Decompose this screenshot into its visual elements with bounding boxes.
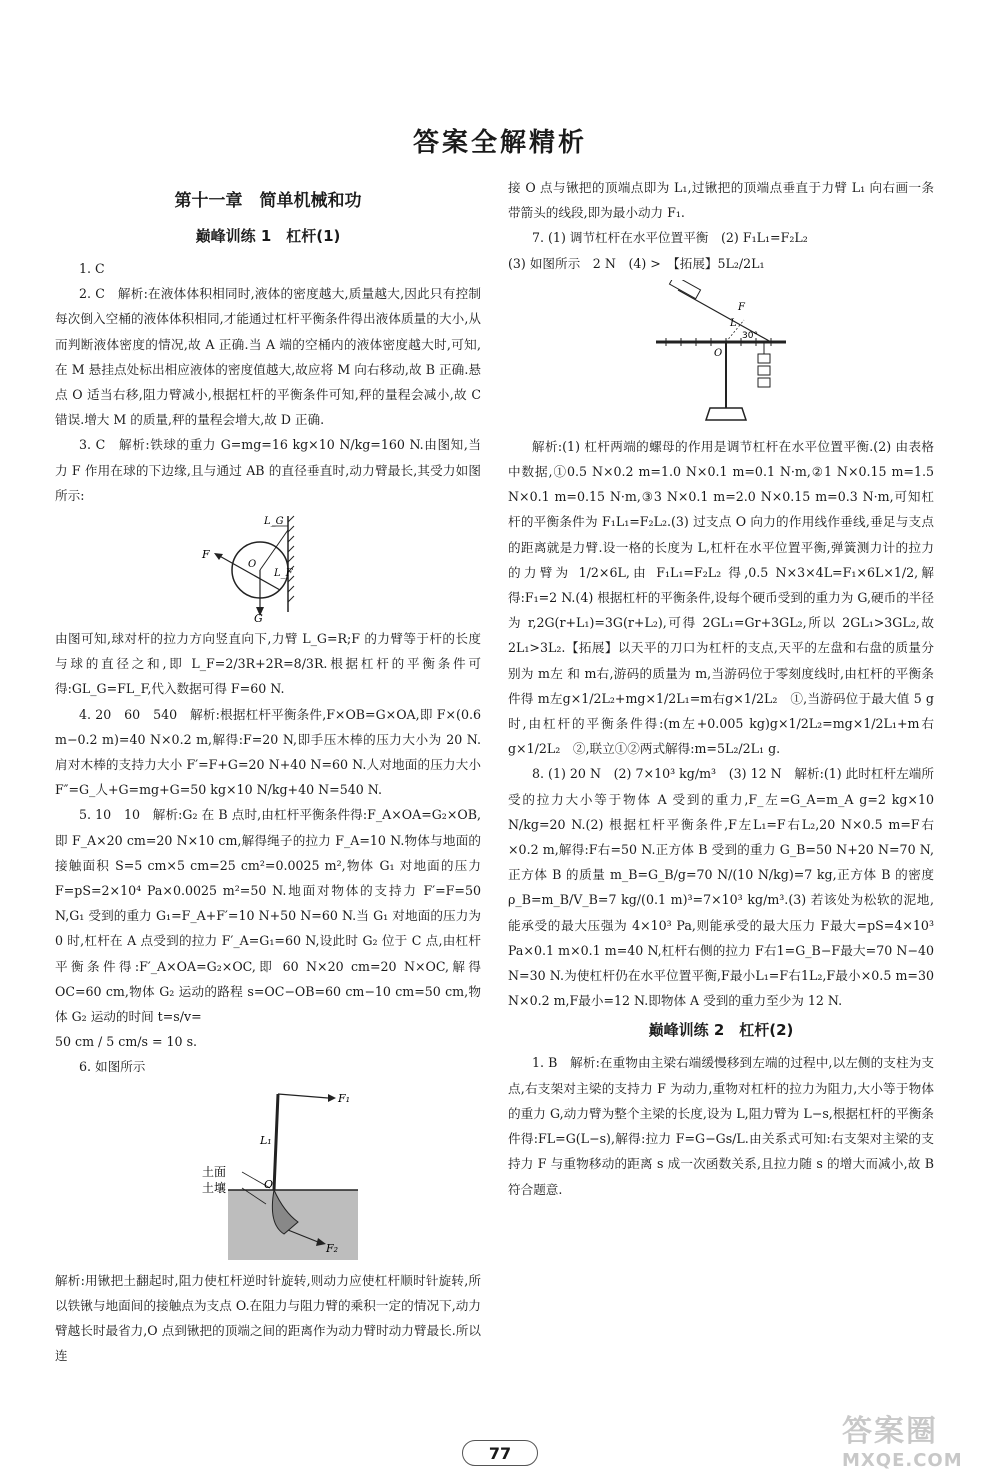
- ball-lever-figure: [188, 512, 348, 622]
- lever-stand-figure: [646, 280, 796, 430]
- label-l1: L₁: [260, 1133, 272, 1147]
- section-title-2: 巅峰训练 2 杠杆(2): [648, 1021, 794, 1040]
- label-surface: 土面: [202, 1164, 227, 1179]
- right-column: [508, 175, 934, 1202]
- label-g: G: [254, 612, 263, 623]
- watermark-url: MXQE.COM: [842, 1450, 963, 1471]
- answer-5-cont: 50 cm / 5 cm/s = 10 s.: [55, 1034, 198, 1050]
- section-title-1: 巅峰训练 1 杠杆(1): [195, 227, 341, 245]
- answer-1: 1. C: [79, 261, 105, 276]
- label-f: F: [738, 301, 745, 313]
- answer-8: 8. (1) 20 N (2) 7×10³ kg/m³ (3) 12 N 解析:(1) 此时杠杆左端所受的拉力大小等于物体 A 受到的重力,F_左=G_A=m_A g=2 kg×10 N/kg=20 N.(2) 根据杠杆平衡条件,F左L₁=F右L₂,20 N×0.5 m=F右×0.2 m,解得:F右=50 N.正方体 B 受到的重力 G_B=50 N+20 N=70 N,正方体 B 的质量 m_B=G_B/g=70 N/(10 N/kg)=7 kg,正方体 B 的密度 ρ_B=m_B/V_B=7 kg/(0.1 m)³=7×10³ kg/m³.(3) 若该处为松软的泥地,能承受的最大压强为 4×10³ Pa,则能承受的最大压力 F最大=pS=4×10³ Pa×0.1 m×0.1 m=40 N,杠杆右侧的拉力 F右1=G_B−F最大=70 N−40 N=30 N.为使杠杆仍在水平位置平衡,F最小L₁=F右1L₂,F最小×0.5 m=30 N×0.2 m,F最小=12 N.即物体 A 受到的重力至少为 12 N.: [508, 766, 934, 1009]
- answer-7-explain: 解析:(1) 杠杆两端的螺母的作用是调节杠杆在水平位置平衡.(2) 由表格中数据,①0.5 N×0.2 m=1.0 N×0.1 m=0.1 N·m,②1 N×0.15 m=1.5 N×0.1 m=0.15 N·m,③3 N×0.1 m=2.0 N×0.15 m=0.3 N·m,可知杠杆的平衡条件为 F₁L₁=F₂L₂.(3) 过支点 O 向力的作用线作垂线,垂足与支点的距离就是力臂.设一格的长度为 L,杠杆在水平位置平衡,弹簧测力计的拉力的力臂为 1/2×6L,由 F₁L₁=F₂L₂ 得,0.5 N×3×4L=F₁×6L×1/2,解得:F₁=2 N.(4) 根据杠杆的平衡条件,设每个硬币受到的重力为 G,硬币的半径为 r,2G(r+L₁)=3G(r+L₂),可得 2GL₁=Gr+3GL₂,所以 2GL₁>3GL₂,故 2L₁>3L₂.【拓展】以天平的刀口为杠杆的支点,天平的左盘和右盘的质量分别为 m左 和 m右,游码的质量为 m,当游码位于零刻度线时,由杠杆的平衡条件得 m左g×1/2L₂+mg×1/2L₁=m右g×1/2L₂ ①,当游码位于最大值 5 g 时,由杠杆的平衡条件得:(m左+0.005 kg)g×1/2L₂=mg×1/2L₁+m右g×1/2L₂ ②,联立①②两式解得:m=5L₂/2L₁ g.: [508, 438, 934, 757]
- watermark: [842, 1406, 992, 1474]
- answer-4: 4. 20 60 540 解析:根据杠杆平衡条件,F×OB=G×OA,即 F×(0.6 m−0.2 m)=40 N×0.2 m,解得:F=20 N,即手压木棒的压力大小为 20 N.肩对木棒的支持力大小 F′=F+G=20 N+40 N=60 N.人对地面的压力大小 F″=G_人+G=mg+G=50 kg×10 N/kg+40 N=540 N.: [55, 706, 481, 798]
- answer-2: 2. C 解析:在液体体积相同时,液体的密度越大,质量越大,因此只有控制每次倒入空桶的液体体积相同,才能通过杠杆平衡条件得出液体质量的大小,从而判断液体密度的情况,故 A 正确.当 A 端的空桶内的液体密度越大时,可知,在 M 悬挂点处标出相应液体的密度值越大,故应将 M 向右移动,故 B 正确.悬点 O 适当右移,阻力臂减小,根据杠杆的平衡条件可知,秤的量程会减小,故 C 错误.增大 M 的质量,秤的量程会增大,故 D 正确.: [55, 286, 481, 428]
- answer-6: 6. 如图所示: [79, 1059, 146, 1075]
- answer-6-cont: 解析:用锹把土翻起时,阻力使杠杆逆时针旋转,则动力应使杠杆顺时针旋转,所以铁锹与地面间的接触点为支点 O.在阻力与阻力臂的乘积一定的情况下,动力臂越长时最省力,O 点到锹把的顶端之间的距离作为动力臂时动力臂最长.所以连: [55, 1272, 481, 1364]
- page-title: 答案全解精析: [412, 128, 587, 158]
- label-lf: L_F: [274, 568, 293, 580]
- answer-6-end: 接 O 点与锹把的顶端点即为 L₁,过锹把的顶端点垂直于力臂 L₁ 向右画一条带箭头的线段,即为最小动力 F₁.: [508, 180, 934, 221]
- label-o: O: [714, 347, 723, 359]
- answer-3-cont: 由图可知,球对杆的拉力方向竖直向下,力臂 L_G=R;F 的力臂等于杆的长度与球的直径之和,即 L_F=2/3R+2R=8/3R.根据杠杆的平衡条件可得:GL_G=FL_F,代入数据可得 F=60 N.: [55, 631, 481, 697]
- chapter-title: 第十一章 简单机械和功: [174, 191, 362, 211]
- label-o: O: [264, 1177, 274, 1191]
- answer-3: 3. C 解析:铁球的重力 G=mg=16 kg×10 N/kg=160 N.由图知,当力 F 作用在球的下边缘,且与通过 AB 的直径垂直时,动力臂最长,其受力如图所示:: [55, 437, 481, 503]
- label-o: O: [248, 559, 257, 571]
- s2-answer-1: 1. B 解析:在重物由主梁右端缓慢移到左端的过程中,以左侧的支柱为支点,右支架对主梁的支持力 F 为动力,重物对杠杆的拉力为阻力,大小等于物体的重力 G,动力臂为整个主梁的长度,设为 L,阻力臂为 L−s,根据杠杆的平衡条件得:FL=G(L−s),解得:拉力 F=G−Gs/L.由关系式可知:右支架对主梁的支持力 F 与重物移动的距离 s 成一次函数关系,且拉力随 s 的增大而减小,故 B 符合题意.: [508, 1055, 934, 1197]
- shovel-figure: [168, 1084, 368, 1264]
- watermark-text: 答案圈: [842, 1414, 938, 1449]
- label-f2: F₂: [326, 1241, 339, 1255]
- label-soil: 土壤: [202, 1180, 227, 1195]
- left-column: [55, 186, 481, 1369]
- label-f: F: [202, 548, 210, 562]
- label-f1: F₁: [338, 1091, 351, 1105]
- label-l: L: [730, 317, 737, 329]
- label-lg: L_G: [264, 516, 284, 528]
- answer-5: 5. 10 10 解析:G₂ 在 B 点时,由杠杆平衡条件得:F_A×OA=G₂×OB,即 F_A×20 cm=20 N×10 cm,解得绳子的拉力 F_A=10 N.物体与地面的接触面积 S=5 cm×5 cm=25 cm²=0.0025 m²,物体 G₁ 对地面的压力 F=pS=2×10⁴ Pa×0.0025 m²=50 N.地面对物体的支持力 F′=F=50 N,G₁ 受到的重力 G₁=F_A+F′=10 N+50 N=60 N.当 G₁ 对地面的压力为 0 时,杠杆在 A 点受到的拉力 F′_A=G₁=60 N,设此时 G₂ 位于 C 点,由杠杆平衡条件得:F′_A×OA=G₂×OC,即 60 N×20 cm=20 N×OC,解得 OC=60 cm,物体 G₂ 运动的路程 s=OC−OB=60 cm−10 cm=50 cm,物体 G₂ 运动的时间 t=s/v=: [55, 807, 481, 1025]
- answer-7-line2: (3) 如图所示 2 N (4) > 【拓展】5L₂/2L₁: [508, 255, 765, 271]
- label-angle: 30°: [742, 330, 758, 341]
- answer-7: 7. (1) 调节杠杆在水平位置平衡 (2) F₁L₁=F₂L₂: [532, 230, 808, 246]
- page-number: 77: [488, 1444, 512, 1463]
